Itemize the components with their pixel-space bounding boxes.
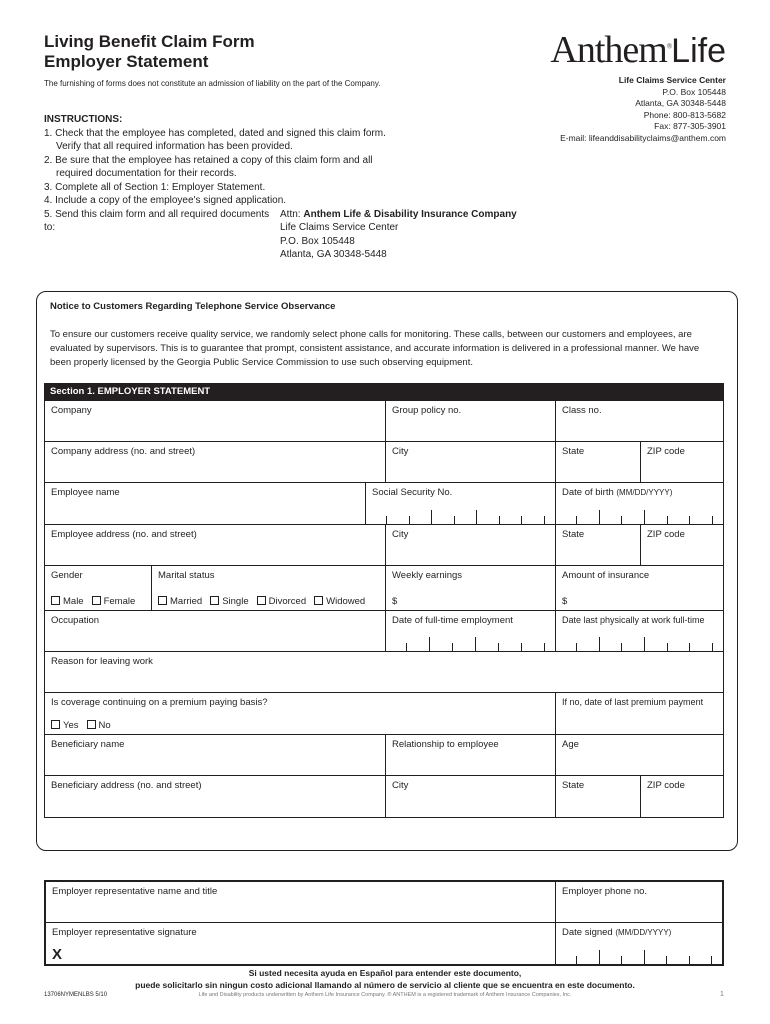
rep-name-field[interactable]: Employer representative name and title bbox=[46, 882, 556, 923]
instructions: INSTRUCTIONS: 1. Check that the employee has completed, dated and signed this claim form. Verify that all required information has been provided. 2. Be sure that the employee has retained a copy of this claim form and all required documentation for their records. 3. Complete all of Section 1: Employer Statement. 4. Include a copy of the employee's signed application. 5. Send this claim form and all required documents to: Attn: Anthem Life & Disability Insurance Company Life Claims Service Center P.O. Box 105448 Atlanta, GA 30348-5448 bbox=[44, 114, 517, 260]
notice-body: To ensure our customers receive quality service, we randomly select phone calls for monitoring. These calls, between our customers and employees, are evaluated by supervisors. This is to guarantee that prompt, consistent assistance, and accurate information is delivered in a professional manner. We have been properly licensed by the Georgia Public Service Commission to use such observing equipment. bbox=[50, 329, 700, 368]
employee-name-field[interactable]: Employee name bbox=[44, 483, 366, 525]
weekly-earnings-field[interactable]: Weekly earnings $ bbox=[386, 566, 556, 611]
form-code: 13706NYMENLBS 5/10 bbox=[44, 992, 108, 998]
male-checkbox[interactable]: Male bbox=[51, 596, 84, 607]
signature-x-mark: X bbox=[52, 946, 63, 963]
employee-city-field[interactable]: City bbox=[386, 525, 556, 566]
company-field[interactable]: Company bbox=[44, 401, 386, 442]
beneficiary-address-field[interactable]: Beneficiary address (no. and street) bbox=[44, 776, 386, 818]
age-field[interactable]: Age bbox=[556, 735, 724, 776]
anthem-life-logo: Anthem®Life bbox=[550, 29, 726, 71]
spanish-notice: Si usted necesita ayuda en Español para entender este documento, puede solicitarlo sin ningun costo adicional llamando al número de servicio al cliente que se encuentra en este documento. bbox=[135, 968, 635, 990]
coverage-field: Is coverage continuing on a premium paying basis? Yes No bbox=[44, 693, 556, 735]
section-header: Section 1. EMPLOYER STATEMENT bbox=[44, 383, 724, 401]
employee-zip-field[interactable]: ZIP code bbox=[641, 525, 724, 566]
gender-field: Gender Male Female bbox=[44, 566, 152, 611]
date-signed-field[interactable]: Date signed (MM/DD/YYYY) bbox=[556, 923, 722, 964]
widowed-checkbox[interactable]: Widowed bbox=[314, 596, 365, 607]
divorced-checkbox[interactable]: Divorced bbox=[257, 596, 307, 607]
employee-address-field[interactable]: Employee address (no. and street) bbox=[44, 525, 386, 566]
beneficiary-state-field[interactable]: State bbox=[556, 776, 641, 818]
date-fulltime-field[interactable]: Date of full-time employment bbox=[386, 611, 556, 652]
date-last-work-field[interactable]: Date last physically at work full-time bbox=[556, 611, 724, 652]
notice-title: Notice to Customers Regarding Telephone Service Observance bbox=[50, 301, 336, 312]
beneficiary-zip-field[interactable]: ZIP code bbox=[641, 776, 724, 818]
employee-state-field[interactable]: State bbox=[556, 525, 641, 566]
page-number: 1 bbox=[720, 991, 724, 998]
rep-signature-field[interactable]: Employer representative signature X bbox=[46, 923, 556, 964]
marital-status-field: Marital status Married Single Divorced Widowed bbox=[152, 566, 386, 611]
group-policy-field[interactable]: Group policy no. bbox=[386, 401, 556, 442]
disclaimer: The furnishing of forms does not constitute an admission of liability on the part of the Company. bbox=[44, 79, 381, 88]
employer-phone-field[interactable]: Employer phone no. bbox=[556, 882, 722, 923]
dob-field[interactable]: Date of birth (MM/DD/YYYY) bbox=[556, 483, 724, 525]
last-premium-field[interactable]: If no, date of last premium payment bbox=[556, 693, 724, 735]
relationship-field[interactable]: Relationship to employee bbox=[386, 735, 556, 776]
legal-text: Life and Disability products underwritten by Anthem Life Insurance Company. ® ANTHEM is a registered trademark of Anthem Insurance Companies, Inc. bbox=[198, 992, 572, 998]
amount-insurance-field[interactable]: Amount of insurance $ bbox=[556, 566, 724, 611]
beneficiary-city-field[interactable]: City bbox=[386, 776, 556, 818]
no-checkbox[interactable]: No bbox=[87, 720, 111, 731]
occupation-field[interactable]: Occupation bbox=[44, 611, 386, 652]
company-state-field[interactable]: State bbox=[556, 442, 641, 483]
beneficiary-name-field[interactable]: Beneficiary name bbox=[44, 735, 386, 776]
reason-leaving-field[interactable]: Reason for leaving work bbox=[44, 652, 724, 693]
female-checkbox[interactable]: Female bbox=[92, 596, 136, 607]
company-city-field[interactable]: City bbox=[386, 442, 556, 483]
company-zip-field[interactable]: ZIP code bbox=[641, 442, 724, 483]
married-checkbox[interactable]: Married bbox=[158, 596, 202, 607]
class-no-field[interactable]: Class no. bbox=[556, 401, 724, 442]
contact-block: Life Claims Service Center P.O. Box 105448 Atlanta, GA 30348-5448 Phone: 800-813-5682 Fax: 877-305-3901 E-mail: lifeanddisabilityclaims@anthem.com bbox=[560, 75, 726, 143]
ssn-field[interactable]: Social Security No. bbox=[366, 483, 556, 525]
form-title: Living Benefit Claim Form Employer Statement bbox=[44, 32, 255, 71]
company-address-field[interactable]: Company address (no. and street) bbox=[44, 442, 386, 483]
yes-checkbox[interactable]: Yes bbox=[51, 720, 79, 731]
single-checkbox[interactable]: Single bbox=[210, 596, 248, 607]
